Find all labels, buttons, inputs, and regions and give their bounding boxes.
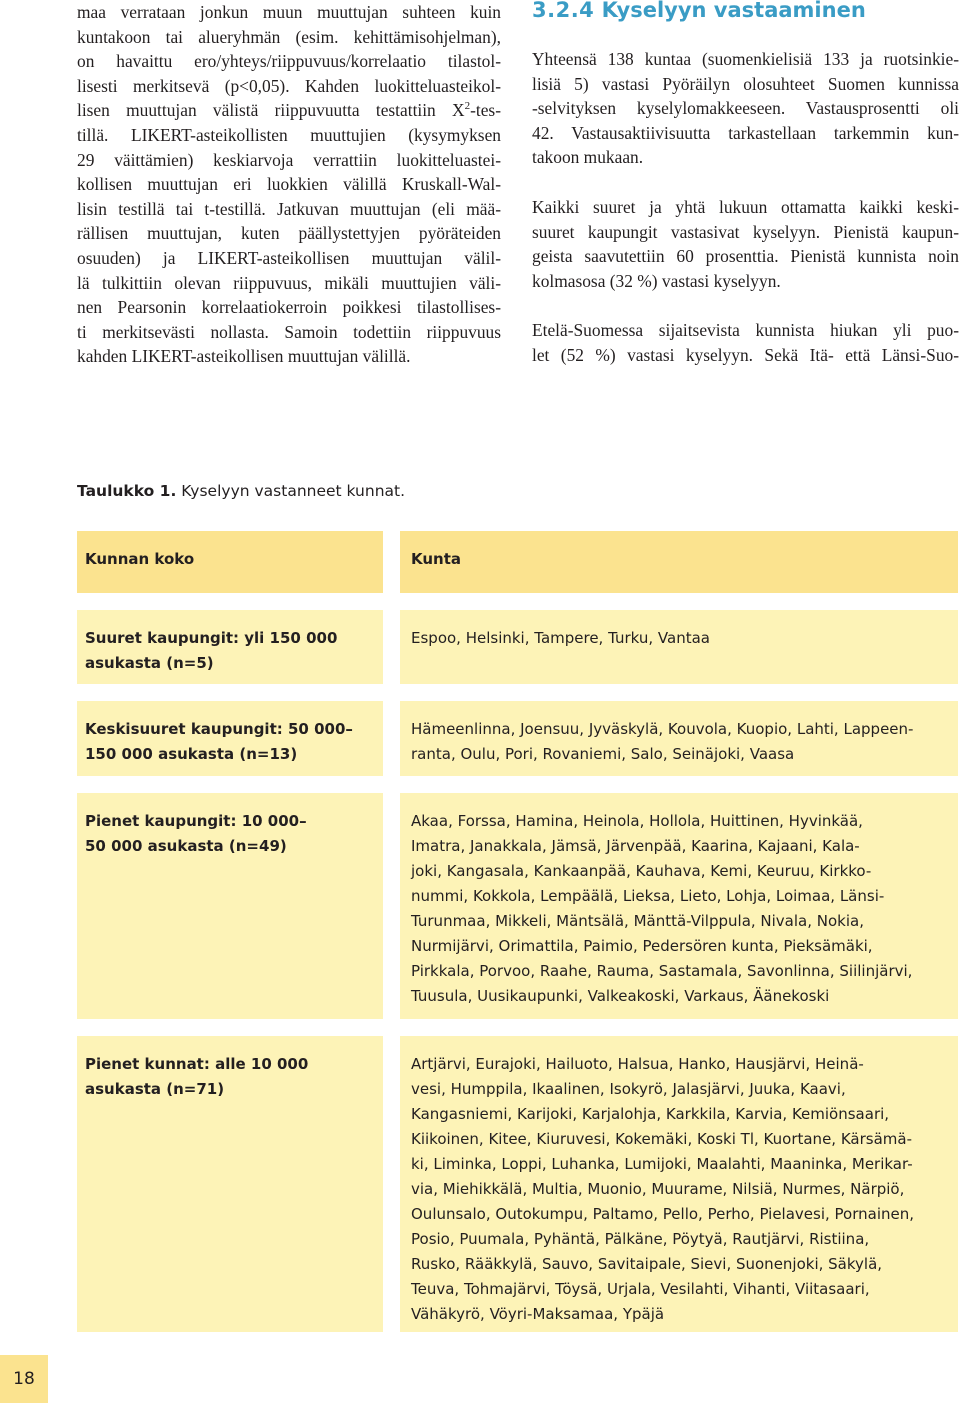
- text-line: lisin testillä tai t-testillä. Jatkuvan muuttujan (eli mää-: [77, 198, 501, 219]
- towns-line: Espoo, Helsinki, Tampere, Turku, Vantaa: [411, 629, 710, 647]
- size-cell: [77, 701, 383, 776]
- text-line: kollisen muuttujan eri luokkien välillä Kruskall-Wal-: [77, 174, 501, 195]
- towns-line: Vähäkyrö, Vöyri-Maksamaa, Ypäjä: [411, 1305, 665, 1323]
- text-line: nen Pearsonin korrelaatiokerroin poikkesi tilastollises-: [77, 297, 501, 318]
- towns-line: vesi, Humppila, Ikaalinen, Isokyrö, Jalasjärvi, Juuka, Kaavi,: [411, 1080, 846, 1098]
- text-line: lä tulkittiin olevan riippuvuus, mikäli muuttujien väli-: [77, 272, 501, 293]
- left-column-text: [77, 0, 501, 369]
- paragraph: [532, 47, 959, 170]
- table-row: [77, 610, 958, 684]
- right-column-text: [532, 0, 959, 368]
- text-line: Yhteensä 138 kuntaa (suomenkielisiä 133 ja ruotsinkie-: [532, 49, 959, 69]
- text-line: on havaittu ero/yhteys/riippuvuus/korrelaatio tilastol-: [77, 51, 501, 72]
- text-line: osuuden) ja LIKERT-asteikollisen muuttujan välil-: [77, 247, 501, 268]
- towns-line: Posio, Puumala, Pyhäntä, Pälkäne, Pöytyä, Rautjärvi, Ristiina,: [411, 1230, 870, 1248]
- paragraph: [532, 195, 959, 293]
- size-line: 50 000 asukasta (n=49): [85, 837, 287, 855]
- text-line: maa verrataan jonkun muun muuttujan suhteen kuin: [77, 2, 501, 22]
- text-line: suuret kaupungit vastasivat kyselyyn. Pienistä kaupun-: [532, 221, 959, 242]
- towns-line: Akaa, Forssa, Hamina, Heinola, Hollola, Huittinen, Hyvinkää,: [411, 812, 863, 830]
- towns-line: Tuusula, Uusikaupunki, Valkeakoski, Varkaus, Äänekoski: [411, 987, 830, 1005]
- table-header-row: [77, 531, 958, 593]
- size-line: Keskisuuret kaupungit: 50 000–: [85, 720, 353, 738]
- text-line: rällisen muuttujan, kuten päällystettyjen pyöräteiden: [77, 223, 501, 244]
- towns-cell: [383, 701, 958, 776]
- text-line: tillä. LIKERT-asteikollisten muuttujien (kysymyksen: [77, 124, 501, 145]
- section-heading: [532, 0, 959, 22]
- paragraph: [532, 318, 959, 367]
- text-line-tail: -tes-: [470, 100, 501, 121]
- text-line: 29 väittämien) keskiarvoja verrattiin luokitteluastei-: [77, 149, 501, 170]
- caption-label: Taulukko 1.: [77, 482, 177, 500]
- section-number: 3.2.4: [532, 0, 595, 22]
- towns-line: Artjärvi, Eurajoki, Hailuoto, Halsua, Hanko, Hausjärvi, Heinä-: [411, 1055, 864, 1073]
- size-line: 150 000 asukasta (n=13): [85, 745, 298, 763]
- table-row: [77, 701, 958, 776]
- text-line: 42. Vastausaktiivisuutta tarkastellaan tarkemmin kun-: [532, 122, 959, 143]
- towns-line: Nurmijärvi, Orimattila, Paimio, Pedersören kunta, Pieksämäki,: [411, 937, 873, 955]
- text-line: -selvityksen kyselylomakkeeseen. Vastausprosentti oli: [532, 98, 959, 119]
- section-title: Kyselyyn vastaaminen: [601, 0, 866, 22]
- header-cell-size: Kunnan koko: [85, 550, 195, 568]
- text-line: lisiä 5) vastasi Pyöräilyn olosuhteet Suomen kunnissa: [532, 73, 959, 94]
- superscript: 2: [464, 100, 471, 113]
- size-cell: [77, 793, 383, 1019]
- size-cell: [77, 610, 383, 684]
- header-cell-town: Kunta: [383, 531, 958, 593]
- text-line: takoon mukaan.: [532, 147, 644, 168]
- text-line: lisen muuttujan välistä riippuvuutta testattiin X: [77, 100, 465, 121]
- towns-line: Pirkkala, Porvoo, Raahe, Rauma, Sastamala, Savonlinna, Siilinjärvi,: [411, 962, 913, 980]
- towns-cell: [383, 1036, 958, 1332]
- size-cell: [77, 1036, 383, 1332]
- towns-line: ki, Liminka, Loppi, Luhanka, Lumijoki, Maalahti, Maaninka, Merikar-: [411, 1155, 913, 1173]
- text-line: Etelä-Suomessa sijaitsevista kunnista hiukan yli puo-: [532, 320, 959, 341]
- towns-line: Imatra, Janakkala, Jämsä, Järvenpää, Kaarina, Kajaani, Kala-: [411, 837, 860, 855]
- towns-line: joki, Kangasala, Kankaanpää, Kauhava, Kemi, Keuruu, Kirkko-: [411, 862, 872, 880]
- towns-line: Kiikoinen, Kitee, Kiuruvesi, Kokemäki, Koski Tl, Kuortane, Kärsämä-: [411, 1130, 912, 1148]
- text-line: Kaikki suuret ja yhtä lukuun ottamatta kaikki keski-: [532, 196, 959, 217]
- text-line: let (52 %) vastasi kyselyyn. Sekä Itä- että Länsi-Suo-: [532, 344, 959, 365]
- text-line: kolmasosa (32 %) vastasi kyselyyn.: [532, 270, 781, 291]
- size-line: Pienet kunnat: alle 10 000: [85, 1055, 309, 1073]
- towns-line: Teuva, Tohmajärvi, Töysä, Urjala, Vesilahti, Vihanti, Viitasaari,: [411, 1280, 870, 1298]
- towns-line: Rusko, Rääkkylä, Sauvo, Savitaipale, Sievi, Suonenjoki, Säkylä,: [411, 1255, 883, 1273]
- towns-line: Hämeenlinna, Joensuu, Jyväskylä, Kouvola, Kuopio, Lahti, Lappeen-: [411, 720, 914, 738]
- towns-line: Turunmaa, Mikkeli, Mäntsälä, Mänttä-Vilppula, Nivala, Nokia,: [411, 912, 864, 930]
- size-line: asukasta (n=71): [85, 1080, 225, 1098]
- towns-cell: [383, 793, 958, 1019]
- text-line: kuntakoon tai alueryhmän (esim. kehittämisohjelman),: [77, 26, 501, 47]
- text-line: kahden LIKERT-asteikollisen muuttujan välillä.: [77, 346, 411, 367]
- caption-text: Kyselyyn vastanneet kunnat.: [176, 482, 406, 500]
- table-row: [77, 1036, 958, 1332]
- size-line: Suuret kaupungit: yli 150 000: [85, 629, 338, 647]
- text-line-with-superscript: [77, 98, 501, 123]
- towns-line: Oulunsalo, Outokumpu, Paltamo, Pello, Perho, Pielavesi, Pornainen,: [411, 1205, 915, 1223]
- table-caption: [77, 482, 405, 500]
- page-number: 18: [0, 1355, 48, 1403]
- text-line: ti merkitsevästi nollasta. Samoin todettiin riippuvuus: [77, 321, 501, 342]
- municipalities-table: [77, 531, 958, 1349]
- table-row: [77, 793, 958, 1019]
- towns-line: Kangasniemi, Karijoki, Karjalohja, Karkkila, Karvia, Kemiönsaari,: [411, 1105, 890, 1123]
- text-line: lisesti merkitsevä (p<0,05). Kahden luokitteluasteikol-: [77, 75, 501, 96]
- towns-line: ranta, Oulu, Pori, Rovaniemi, Salo, Seinäjoki, Vaasa: [411, 745, 795, 763]
- towns-line: via, Miehikkälä, Multia, Muonio, Muurame, Nilsiä, Nurmes, Närpiö,: [411, 1180, 905, 1198]
- text-line: geista saavutettiin 60 prosenttia. Pienistä kunnista noin: [532, 246, 959, 267]
- size-line: Pienet kaupungit: 10 000–: [85, 812, 307, 830]
- size-line: asukasta (n=5): [85, 654, 214, 672]
- towns-cell: [383, 610, 958, 684]
- towns-line: nummi, Kokkola, Lempäälä, Lieksa, Lieto, Lohja, Loimaa, Länsi-: [411, 887, 885, 905]
